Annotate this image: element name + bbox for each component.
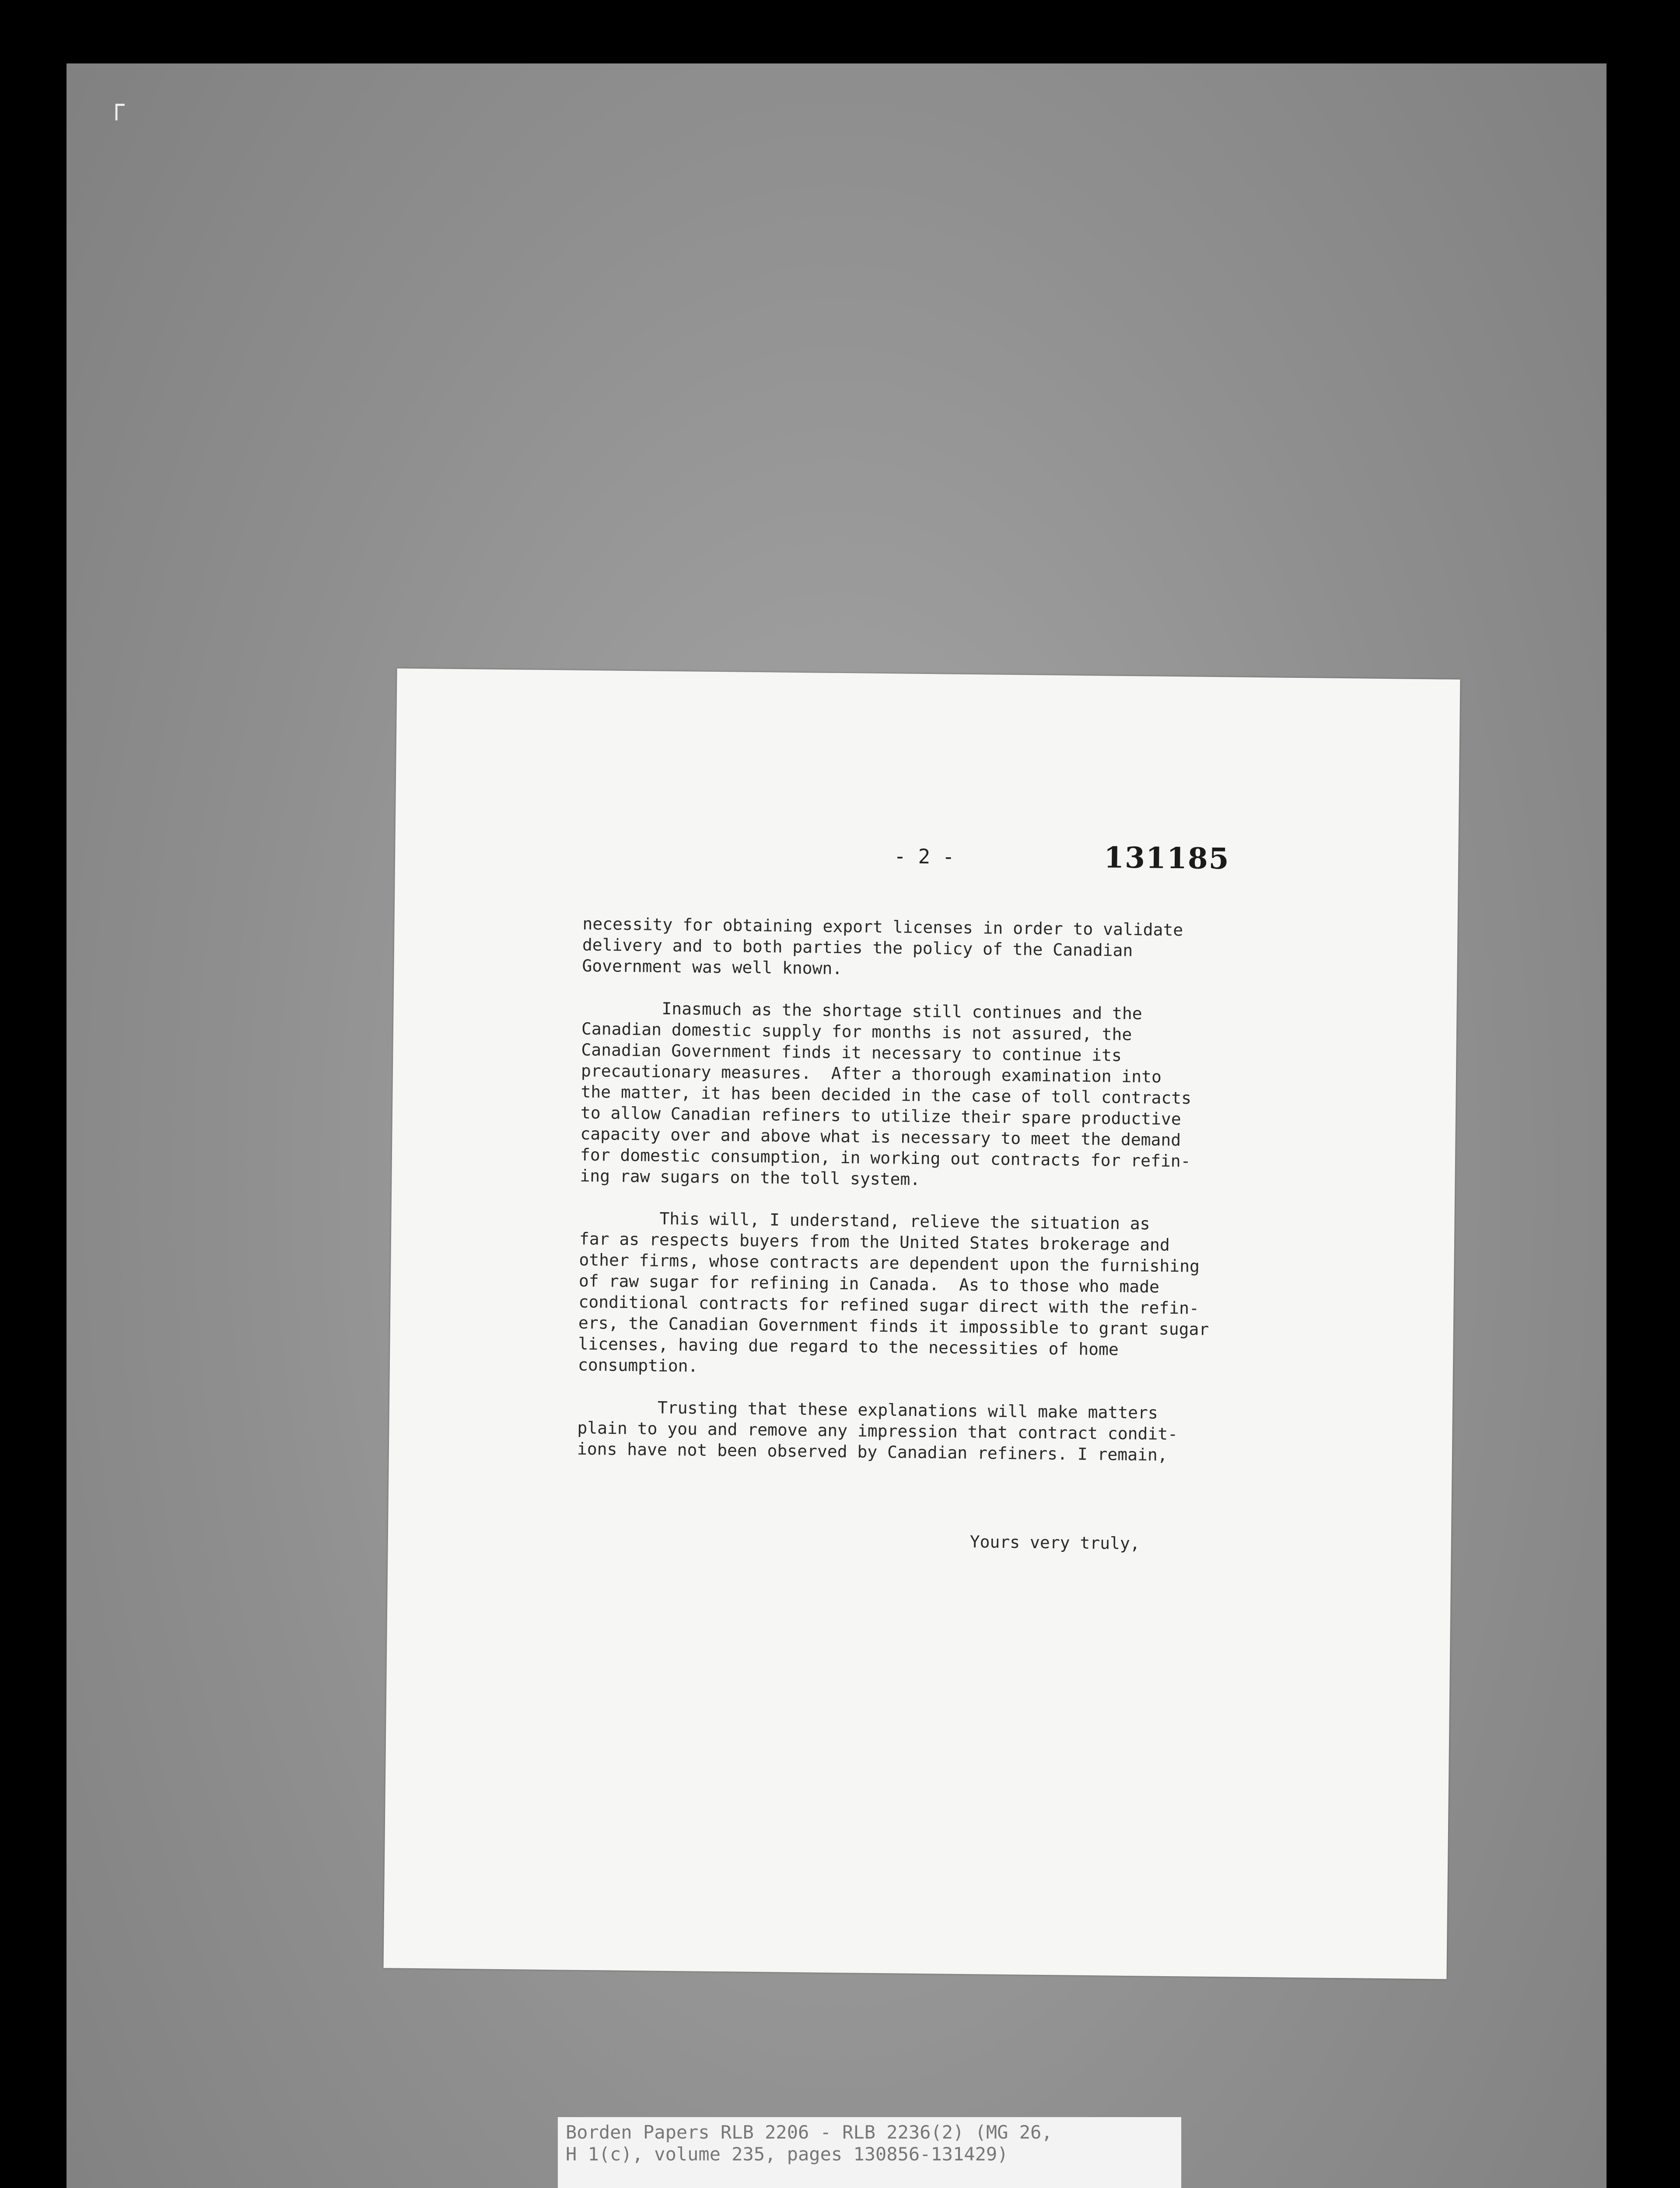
page-number: - 2 - — [893, 844, 955, 869]
paragraph-2: Inasmuch as the shortage still continues and the Canadian domestic supply for months is not assured, the Canadian Government finds it necessary to continue its precautionary measures. After a thorough examination into the matter, it has been decided in the case of toll contracts to allow Canadian refiners to utilize their spare productive capacity over and above what is necessary to meet the demand for domestic consumption, in working out contracts for refin- ing raw sugars on the toll system. — [580, 998, 1192, 1189]
letter-page — [384, 668, 1460, 1979]
document-number: 131185 — [1103, 840, 1230, 876]
paragraph-3: This will, I understand, relieve the situation as far as respects buyers from the United States brokerage and other firms, whose contracts are dependent upon the furnishing of raw sugar for refining in Canada. As to those who made conditional contracts for refined sugar direct with the refin- ers, the Canadian Government finds it impossible to grant sugar licenses, having due regard to the necessities of home consumption. — [578, 1208, 1209, 1376]
paragraph-4: Trusting that these explanations will make matters plain to you and remove any impression that contract condit- ions have not been observed by Canadian refiners. I remain, — [577, 1397, 1178, 1465]
letter-body — [577, 913, 1414, 1489]
paragraph-1: necessity for obtaining export licenses in order to validate delivery and to both parties the policy of the Canadian Government was well known. — [582, 914, 1183, 978]
letter-closing: Yours very truly, — [970, 1532, 1140, 1553]
citation-label: Borden Papers RLB 2206 - RLB 2236(2) (MG 26, H 1(c), volume 235, pages 130856-131429) — [558, 2117, 1181, 2188]
letter-header — [395, 839, 1459, 885]
corner-mark: ┌ — [108, 90, 125, 120]
microfilm-frame — [66, 63, 1606, 2188]
